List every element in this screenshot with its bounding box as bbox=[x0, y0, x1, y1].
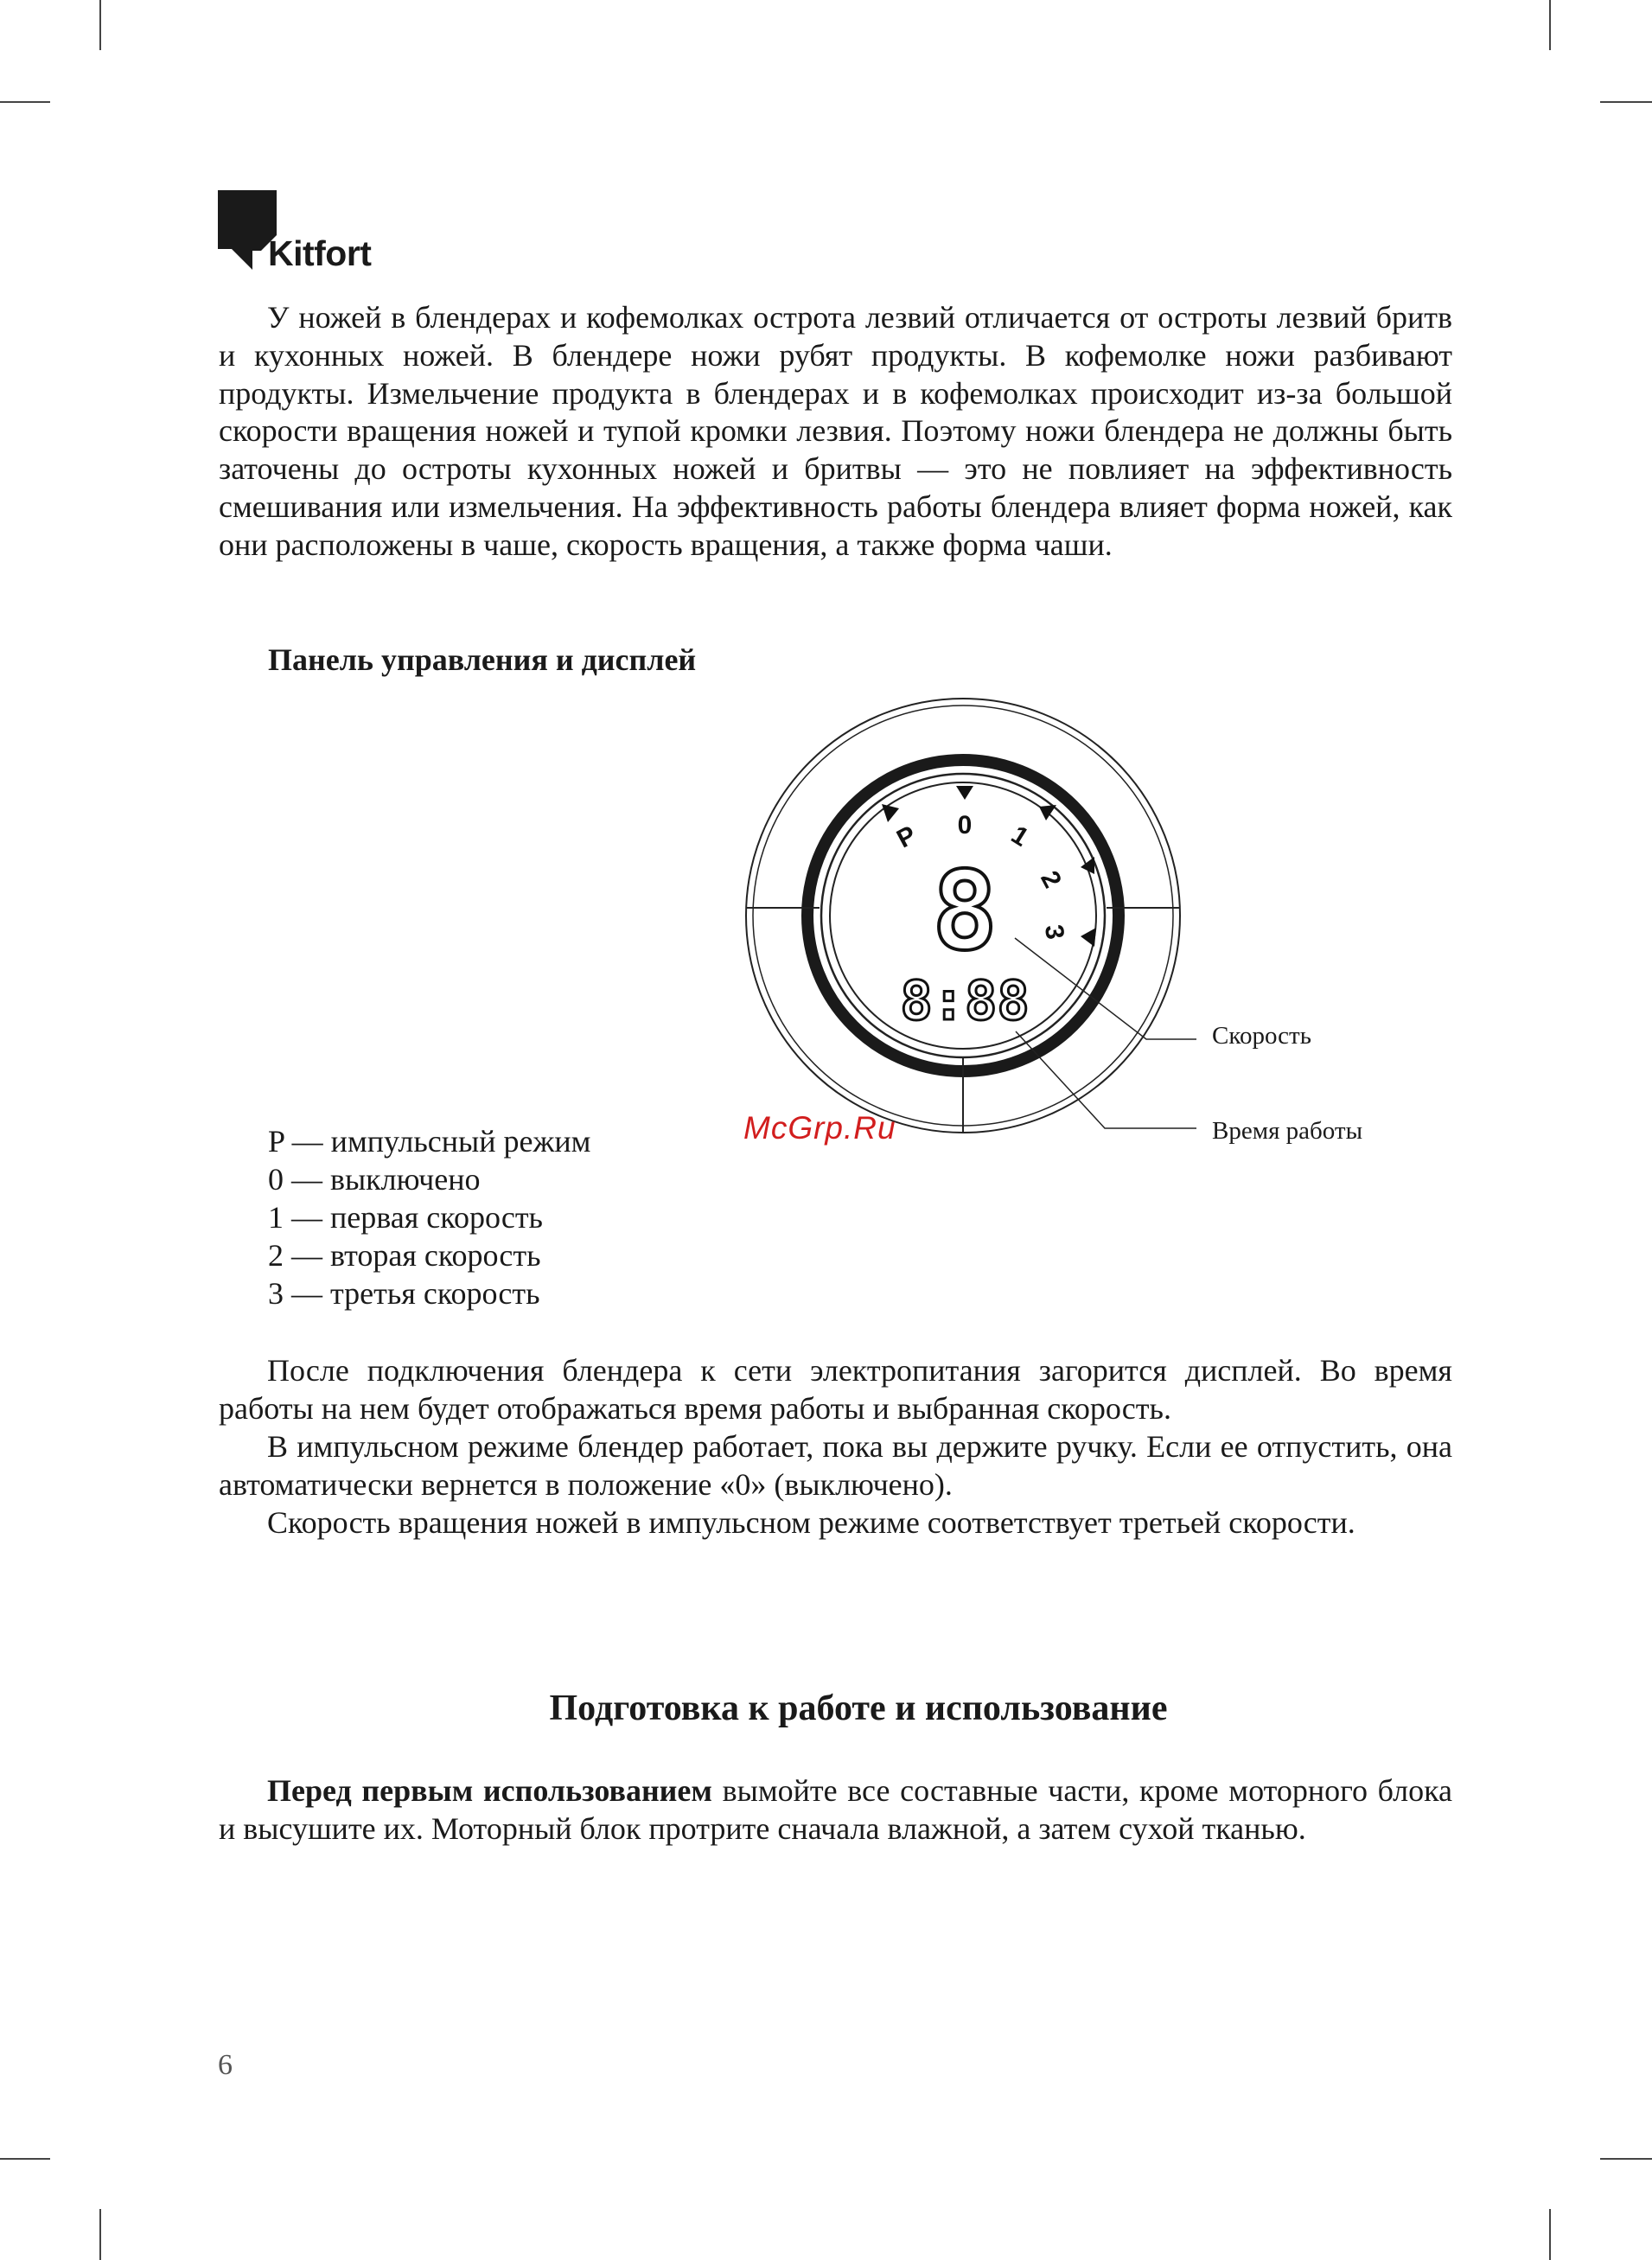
panel-section-title: Панель управления и дисплей bbox=[268, 642, 697, 677]
marker-3-icon bbox=[1081, 928, 1096, 947]
marker-2-icon bbox=[1081, 857, 1094, 874]
marker-0-icon bbox=[956, 786, 973, 800]
preparation-text: вымойте все составные части, кроме моторного блока и высушите их. Моторный блок протрите сначала влажной, а затем сухой тканью. bbox=[219, 1773, 1452, 1846]
control-panel-diagram bbox=[743, 696, 1418, 1146]
legend-item: 3 — третья скорость bbox=[268, 1276, 540, 1311]
speed-digit: 8 bbox=[932, 847, 998, 974]
preparation-lead: Перед первым использованием bbox=[267, 1773, 712, 1808]
mode-label-3: 3 bbox=[1039, 923, 1070, 942]
display-info-paragraph: После подключения блендера к сети электропитания загорится дисплей. Во время работы на нем будет отображаться время работы и выбранная скорость. bbox=[219, 1353, 1452, 1426]
preparation-paragraph bbox=[219, 1772, 1452, 1848]
mode-label-p: P bbox=[892, 820, 922, 854]
legend-item: 1 — первая скорость bbox=[268, 1200, 543, 1235]
pulse-mode-paragraph: В импульсном режиме блендер работает, пока вы держите ручку. Если ее отпустить, она автоматически вернется в положение «0» (выключено). bbox=[219, 1429, 1452, 1502]
brand-name: Kitfort bbox=[268, 233, 372, 273]
page-number: 6 bbox=[218, 2049, 233, 2081]
mode-label-0: 0 bbox=[957, 811, 973, 840]
crop-mark bbox=[99, 2209, 101, 2260]
preparation-heading: Подготовка к работе и использование bbox=[549, 1689, 1168, 1728]
legend-item: 2 — вторая скорость bbox=[268, 1238, 541, 1273]
crop-mark bbox=[0, 101, 50, 103]
pulse-speed-paragraph: Скорость вращения ножей в импульсном режиме соответствует третьей скорости. bbox=[267, 1505, 1355, 1540]
crop-mark bbox=[1600, 101, 1652, 103]
crop-mark bbox=[1549, 0, 1551, 50]
intro-paragraph: У ножей в блендерах и кофемолках острота лезвий отличается от остроты лезвий бритв и кухонных ножей. В блендере ножи рубят продукты. В кофемолке ножи разбивают продукты. Измельчение продукта в блендерах и в кофемолках происходит из-за большой скорости вращения ножей и тупой кромки лезвия. Поэтому ножи блендера не должны быть заточены до остроты кухонных ножей и бритвы — это не повлияет на эффективность смешивания или измельчения. На эффективность работы блендера влияет форма ножей, как они расположены в чаше, скорость вращения, а также форма чаши. bbox=[219, 300, 1452, 562]
mode-label-2: 2 bbox=[1035, 866, 1068, 893]
crop-mark bbox=[99, 0, 101, 50]
time-readout: 8:88 bbox=[900, 969, 1030, 1032]
watermark: McGrp.Ru bbox=[743, 1110, 896, 1146]
legend-item: P — импульсный режим bbox=[268, 1124, 591, 1159]
mode-label-1: 1 bbox=[1005, 820, 1034, 852]
legend-item: 0 — выключено bbox=[268, 1162, 481, 1197]
speed-callout: Скорость bbox=[1212, 1022, 1311, 1050]
crop-mark bbox=[1549, 2209, 1551, 2260]
marker-p-icon bbox=[882, 804, 899, 822]
work-time-callout: Время работы bbox=[1212, 1117, 1363, 1145]
crop-mark bbox=[1600, 2158, 1652, 2160]
crop-mark bbox=[0, 2158, 50, 2160]
mode-legend bbox=[268, 1122, 590, 1312]
